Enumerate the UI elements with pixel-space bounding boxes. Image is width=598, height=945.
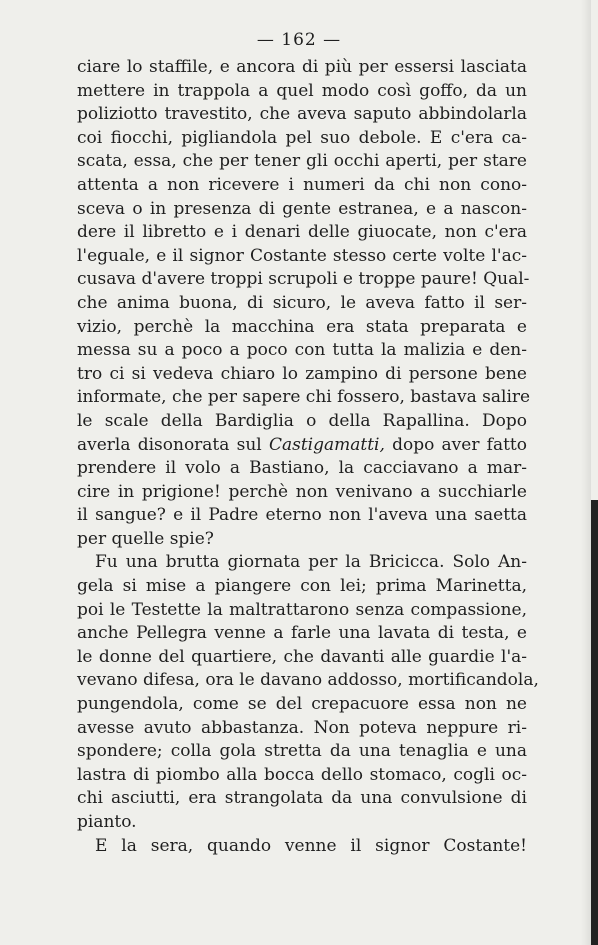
text-line: pianto. <box>77 812 137 832</box>
text-line: chi asciutti, era strangolata da una convulsione di <box>77 788 527 809</box>
text-line: che anima buona, di sicuro, le aveva fatto il ser- <box>77 292 527 313</box>
body-text <box>77 56 539 858</box>
text-segment: dopo aver fatto <box>384 434 528 455</box>
text-line: scata, essa, che per tener gli occhi aperti, per stare <box>77 151 527 172</box>
text-segment: averla disonorata sul <box>77 434 269 455</box>
text-line: mettere in trappola a quel modo così goffo, da un <box>77 80 527 101</box>
text-line: l'eguale, e il signor Costante stesso certe volte l'ac- <box>77 245 527 266</box>
text-line: pungendola, come se del crepacuore essa non ne <box>77 694 527 715</box>
text-line: le scale della Bardiglia o della Rapallina. Dopo <box>77 410 527 431</box>
text-line: coi fiocchi, pigliandola pel suo debole. E c'era ca- <box>77 127 527 148</box>
text-line: avesse avuto abbastanza. Non poteva neppure ri- <box>77 717 527 738</box>
adjacent-page-strip <box>591 500 598 945</box>
text-line: poliziotto travestito, che aveva saputo abbindolarla <box>77 104 527 125</box>
text-line: cusava d'avere troppi scrupoli e troppe paure! Qual- <box>77 269 530 290</box>
text-line: cire in prigione! perchè non venivano a succhiarle <box>77 481 527 502</box>
text-line: E la sera, quando venne il signor Costante! <box>95 835 527 856</box>
text-line: messa su a poco a poco con tutta la malizia e den- <box>77 340 527 361</box>
text-line: vizio, perchè la macchina era stata preparata e <box>77 316 527 337</box>
text-line: Fu una brutta giornata per la Bricicca. Solo An- <box>95 552 527 573</box>
text-line: anche Pellegra venne a farle una lavata di testa, e <box>77 623 527 644</box>
text-line: le donne del quartiere, che davanti alle guardie l'a- <box>77 646 527 667</box>
text-line: vevano difesa, ora le davano addosso, mortificandola, <box>77 670 539 691</box>
text-line: informate, che per sapere chi fossero, bastava salire <box>77 387 531 408</box>
text-line-with-italic <box>77 434 527 458</box>
text-line: prendere il volo a Bastiano, la cacciavano a mar- <box>77 458 527 479</box>
text-line: gela si mise a piangere con lei; prima Marinetta, <box>77 576 527 597</box>
text-line: tro ci si vedeva chiaro lo zampino di persone bene <box>77 363 527 384</box>
italic-place-name: Castigamatti, <box>268 434 385 455</box>
text-line: attenta a non ricevere i numeri da chi non cono- <box>77 174 527 195</box>
text-line: il sangue? e il Padre eterno non l'aveva una saetta <box>77 505 527 526</box>
text-line: poi le Testette la maltrattarono senza compassione, <box>77 599 527 620</box>
text-line: sceva o in presenza di gente estranea, e a nascon- <box>77 198 527 219</box>
page-edge-shadow <box>581 0 591 945</box>
text-line: dere il libretto e i denari delle giuocate, non c'era <box>77 222 527 243</box>
page-number: — 162 — <box>256 30 342 50</box>
text-line: spondere; colla gola stretta da una tenaglia e una <box>77 741 527 762</box>
text-line: lastra di piombo alla bocca dello stomaco, cogli oc- <box>77 764 527 785</box>
text-line: ciare lo staffile, e ancora di più per essersi lasciata <box>77 57 527 77</box>
text-line: per quelle spie? <box>77 528 214 549</box>
